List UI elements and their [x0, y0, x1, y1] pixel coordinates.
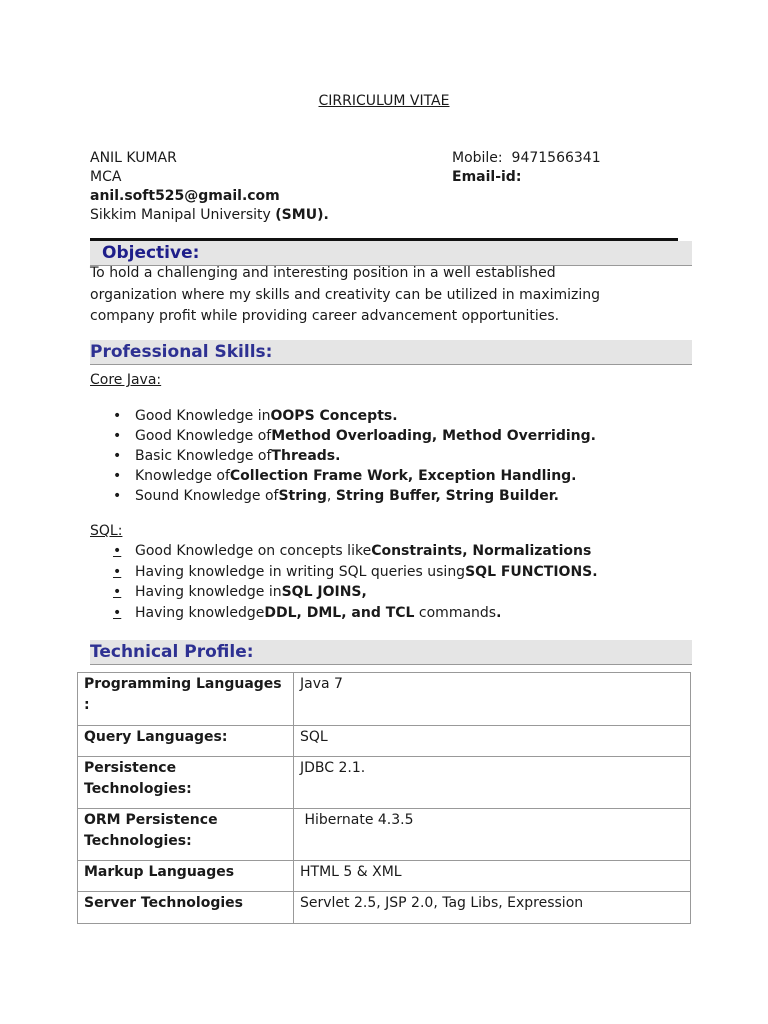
core-java-list	[113, 406, 596, 506]
skills-heading: Professional Skills:	[90, 342, 273, 362]
contact-right	[452, 149, 601, 187]
objective-line: organization where my skills and creativity can be utilized in maximizing	[90, 286, 601, 303]
table-row	[78, 673, 691, 726]
table-row	[78, 861, 691, 892]
bullet: •	[113, 604, 122, 621]
objective-line: To hold a challenging and interesting position in a well established	[90, 265, 556, 281]
table-key: Markup Languages	[78, 861, 294, 892]
bullet: •	[113, 543, 122, 559]
table-row	[78, 757, 691, 809]
bullet: •	[113, 468, 122, 484]
university-name: Sikkim Manipal University	[90, 207, 271, 223]
mobile-line	[452, 149, 601, 168]
list-item: • Knowledge of Collection Frame Work, Exception Handling.	[113, 468, 577, 484]
bullet: •	[113, 584, 122, 600]
bullet: •	[113, 448, 122, 464]
list-item: • Sound Knowledge of String , String Buffer, String Builder.	[113, 488, 560, 504]
table-value: Servlet 2.5, JSP 2.0, Tag Libs, Expression	[294, 892, 691, 924]
table-row	[78, 892, 691, 924]
objective-line: company profit while providing career advancement opportunities.	[90, 308, 560, 324]
list-item: • Good Knowledge in OOPS Concepts.	[113, 408, 398, 424]
table-key: Query Languages:	[78, 726, 294, 757]
table-value: HTML 5 & XML	[294, 861, 691, 892]
bullet: •	[113, 428, 122, 444]
technical-profile-table	[77, 672, 691, 924]
list-item: • Having knowledge DDL, DML, and TCL commands .	[113, 603, 598, 624]
bullet: •	[113, 563, 122, 580]
objective-text	[90, 263, 690, 328]
list-item: • Good Knowledge on concepts like Constraints, Normalizations	[113, 541, 598, 562]
core-java-label: Core Java:	[90, 372, 162, 388]
table-value: Java 7	[294, 673, 691, 726]
table-key: Server Technologies	[78, 892, 294, 924]
page-title: CIRRICULUM VITAE	[318, 93, 450, 109]
table-key: ORM Persistence Technologies:	[78, 809, 294, 861]
table-value: Hibernate 4.3.5	[294, 809, 691, 861]
university-line	[90, 206, 329, 225]
contact-left	[90, 149, 329, 225]
technical-heading-bar	[90, 640, 692, 665]
candidate-name: ANIL KUMAR	[90, 150, 177, 166]
table-value: SQL	[294, 726, 691, 757]
list-item: • Having knowledge in writing SQL queries using SQL FUNCTIONS.	[113, 562, 598, 583]
table-row	[78, 809, 691, 861]
university-abbr: (SMU).	[275, 207, 329, 223]
table-key: Persistence Technologies:	[78, 757, 294, 809]
sql-label: SQL:	[90, 523, 123, 539]
list-item: • Good Knowledge of Method Overloading, Method Overriding.	[113, 428, 596, 444]
bullet: •	[113, 408, 122, 424]
bullet: •	[113, 488, 122, 504]
table-value: JDBC 2.1.	[294, 757, 691, 809]
objective-heading: Objective:	[102, 243, 200, 263]
table-row	[78, 726, 691, 757]
skills-heading-bar	[90, 340, 692, 365]
list-item: • Having knowledge in SQL JOINS,	[113, 582, 598, 603]
sql-list	[113, 541, 598, 623]
degree: MCA	[90, 169, 122, 185]
list-item: • Basic Knowledge of Threads.	[113, 448, 341, 464]
email-address: anil.soft525@gmail.com	[90, 188, 280, 204]
email-label: Email-id:	[452, 169, 522, 185]
table-key: Programming Languages :	[78, 673, 294, 726]
mobile-label: Mobile:	[452, 150, 503, 166]
mobile-number: 9471566341	[511, 150, 601, 166]
technical-heading: Technical Profile:	[90, 642, 254, 662]
